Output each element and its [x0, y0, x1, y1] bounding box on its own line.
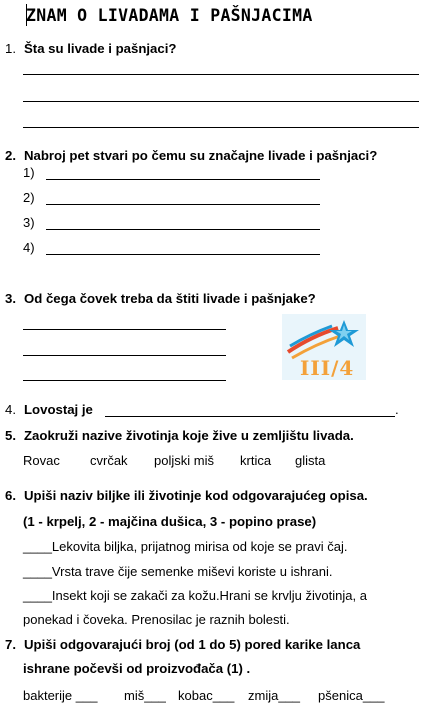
- question-5: [5, 428, 354, 443]
- item-number: 1): [23, 165, 35, 180]
- item-number: 4): [23, 240, 35, 255]
- question-text: Nabroj pet stvari po čemu su značajne livade i pašnjaci?: [24, 148, 378, 163]
- chain-label: kobac: [178, 688, 213, 703]
- question-6: [5, 488, 368, 503]
- chain-label: zmija: [248, 688, 279, 703]
- answer-blank[interactable]: ___: [144, 688, 166, 703]
- question-number: 1.: [5, 41, 16, 56]
- answer-line[interactable]: [46, 179, 320, 180]
- description-2: [23, 564, 332, 579]
- answer-line[interactable]: [105, 416, 395, 417]
- description-3-continued: ponekad i čoveka. Prenosilac je raznih bolesti.: [23, 612, 290, 627]
- answer-line[interactable]: [23, 380, 226, 381]
- animal-word-5[interactable]: glista: [295, 453, 326, 468]
- question-text: Lovostaj je: [24, 402, 93, 417]
- question-number: 2.: [5, 148, 16, 163]
- question-number: 4.: [5, 402, 16, 417]
- chain-label: miš: [124, 688, 145, 703]
- answer-line[interactable]: [46, 204, 320, 205]
- question-text: Zaokruži nazive životinja koje žive u zemljištu livada.: [24, 428, 354, 443]
- chain-item-3: [178, 688, 234, 703]
- answer-blank[interactable]: ____: [23, 564, 52, 579]
- question-4: [5, 402, 93, 417]
- legend: (1 - krpelj, 2 - majčina dušica, 3 - popino prase): [23, 514, 317, 529]
- question-2: [5, 148, 377, 163]
- chain-item-1: [23, 688, 97, 703]
- chain-item-2: [124, 688, 166, 703]
- answer-line[interactable]: [23, 355, 226, 356]
- answer-blank[interactable]: ____: [23, 588, 52, 603]
- answer-line[interactable]: [23, 101, 419, 102]
- description-3: [23, 588, 367, 603]
- animal-word-2[interactable]: cvrčak: [90, 453, 128, 468]
- answer-line[interactable]: [23, 329, 226, 330]
- animal-word-1[interactable]: Rovac: [23, 453, 60, 468]
- description-text: Vrsta trave čije semenke miševi koriste u ishrani.: [51, 564, 333, 579]
- page-title: ZNAM O LIVADAMA I PAŠNJACIMA: [26, 6, 313, 25]
- question-7-continued: ishrane počevši od proizvođača (1) .: [23, 661, 251, 676]
- question-text: Šta su livade i pašnjaci?: [24, 41, 177, 56]
- answer-blank[interactable]: ___: [278, 688, 301, 703]
- item-number: 2): [23, 190, 35, 205]
- question-7: [5, 637, 360, 652]
- question-number: 7.: [5, 637, 16, 652]
- animal-word-3[interactable]: poljski miš: [154, 453, 214, 468]
- description-1: [23, 539, 347, 554]
- chain-item-5: [318, 688, 385, 703]
- question-text: Upiši naziv biljke ili životinje kod odgovarajućeg opisa.: [24, 488, 368, 503]
- badge-text: III/4: [300, 356, 355, 380]
- chain-item-4: [248, 688, 300, 703]
- description-text: Lekovita biljka, prijatnog mirisa od koje se pravi čaj.: [51, 539, 348, 554]
- question-number: 3.: [5, 291, 16, 306]
- badge-label: [300, 356, 354, 380]
- chain-label: bakterije: [23, 688, 73, 703]
- question-1: [5, 41, 176, 56]
- answer-line[interactable]: [46, 229, 320, 230]
- list-item: [23, 240, 35, 255]
- answer-line[interactable]: [46, 254, 320, 255]
- description-text: Insekt koji se zakači za kožu.Hrani se krvlju životinja, a: [51, 588, 367, 603]
- list-item: [23, 165, 35, 180]
- question-text: Od čega čovek treba da štiti livade i pašnjake?: [24, 291, 316, 306]
- end-punctuation: .: [395, 402, 399, 417]
- question-3: [5, 291, 316, 306]
- question-number: 6.: [5, 488, 16, 503]
- grade-badge: [282, 314, 366, 380]
- item-number: 3): [23, 215, 35, 230]
- answer-blank[interactable]: ___: [75, 688, 98, 703]
- answer-blank[interactable]: ___: [212, 688, 235, 703]
- chain-label: pšenica: [318, 688, 363, 703]
- question-text: Upiši odgovarajući broj (od 1 do 5) pored karike lanca: [24, 637, 361, 652]
- list-item: [23, 190, 35, 205]
- question-number: 5.: [5, 428, 16, 443]
- list-item: [23, 215, 35, 230]
- answer-blank[interactable]: ___: [362, 688, 385, 703]
- answer-blank[interactable]: ____: [23, 539, 52, 554]
- animal-word-4[interactable]: krtica: [240, 453, 272, 468]
- answer-line[interactable]: [23, 127, 419, 128]
- answer-line[interactable]: [23, 74, 419, 75]
